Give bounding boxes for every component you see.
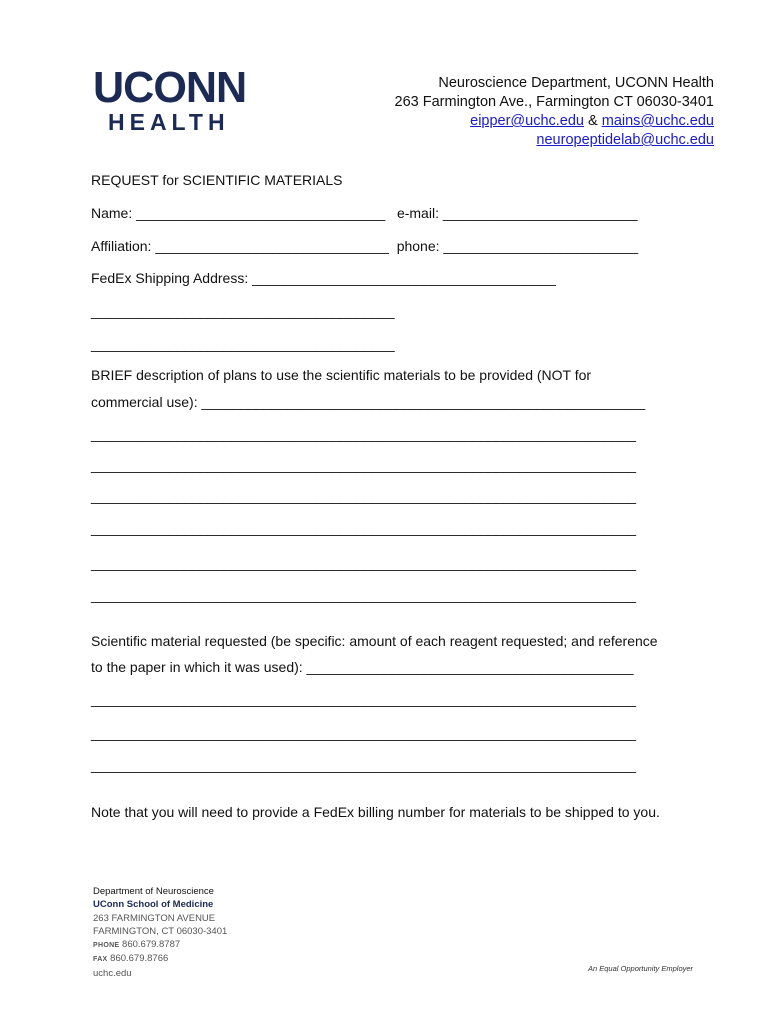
plans-blank-line[interactable]: ______________________________________________________________________ [91, 457, 637, 473]
material-blank-line[interactable]: ______________________________________________________________________ [91, 725, 637, 741]
plans-field[interactable]: commercial use): _________________________________________________________ [91, 394, 646, 410]
footer-website[interactable]: uchc.edu [93, 967, 132, 979]
footer-school: UConn School of Medicine [93, 899, 214, 911]
address-blank-line[interactable]: _______________________________________ [91, 336, 395, 352]
department-line: Neuroscience Department, UCONN Health [438, 75, 714, 91]
lab-email-line [395, 131, 714, 150]
address-blank-line[interactable]: _______________________________________ [91, 303, 395, 319]
footer-address [93, 885, 227, 980]
fedex-address-field[interactable]: FedEx Shipping Address: _______________________________________ [91, 270, 556, 286]
ampersand: & [584, 113, 602, 129]
plans-blank-line[interactable]: ______________________________________________________________________ [91, 520, 637, 536]
footer-street: 263 FARMINGTON AVENUE [93, 912, 216, 924]
email-link-eipper[interactable]: eipper@uchc.edu [470, 113, 585, 129]
phone-label: PHONE [93, 942, 120, 950]
plans-blank-line[interactable]: ______________________________________________________________________ [91, 488, 637, 504]
material-field[interactable]: to the paper in which it was used): __________________________________________ [91, 659, 634, 675]
email-line [395, 112, 714, 131]
header-address [395, 74, 714, 150]
form-title: REQUEST for SCIENTIFIC MATERIALS [91, 172, 343, 188]
material-blank-line[interactable]: ______________________________________________________________________ [91, 691, 637, 707]
street-line: 263 Farmington Ave., Farmington CT 06030-3401 [394, 94, 714, 110]
plans-blank-line[interactable]: ______________________________________________________________________ [91, 555, 637, 571]
phone-number: 860.679.8787 [119, 939, 181, 951]
plans-blank-line[interactable]: ______________________________________________________________________ [91, 587, 637, 603]
logo-subtitle: HEALTH [108, 109, 230, 135]
email-link-mains[interactable]: mains@uchc.edu [601, 113, 714, 129]
footer-fax [93, 952, 227, 966]
material-prompt: Scientific material requested (be specific: amount of each reagent requested; and reference [91, 633, 658, 649]
plans-prompt: BRIEF description of plans to use the scientific materials to be provided (NOT for [91, 367, 592, 383]
material-blank-line[interactable]: ______________________________________________________________________ [91, 757, 637, 773]
fax-label: FAX [93, 956, 108, 964]
fax-number: 860.679.8766 [107, 953, 169, 965]
fedex-billing-note: Note that you will need to provide a FedEx billing number for materials to be shipped to you. [91, 804, 660, 820]
affiliation-phone-field[interactable]: Affiliation: ______________________________ phone: _________________________ [91, 238, 639, 254]
footer-department: Department of Neuroscience [93, 886, 214, 897]
logo-wordmark: UCONN [93, 63, 247, 112]
footer-city: FARMINGTON, CT 06030-3401 [93, 925, 228, 937]
name-email-field[interactable]: Name: ________________________________ e-mail: _________________________ [91, 205, 638, 221]
plans-blank-line[interactable]: ______________________________________________________________________ [91, 426, 637, 442]
email-link-neuropeptidelab[interactable]: neuropeptidelab@uchc.edu [536, 132, 714, 148]
equal-opportunity-tagline: An Equal Opportunity Employer [588, 964, 694, 973]
uconn-health-logo [93, 63, 255, 135]
footer-phone [93, 938, 227, 952]
